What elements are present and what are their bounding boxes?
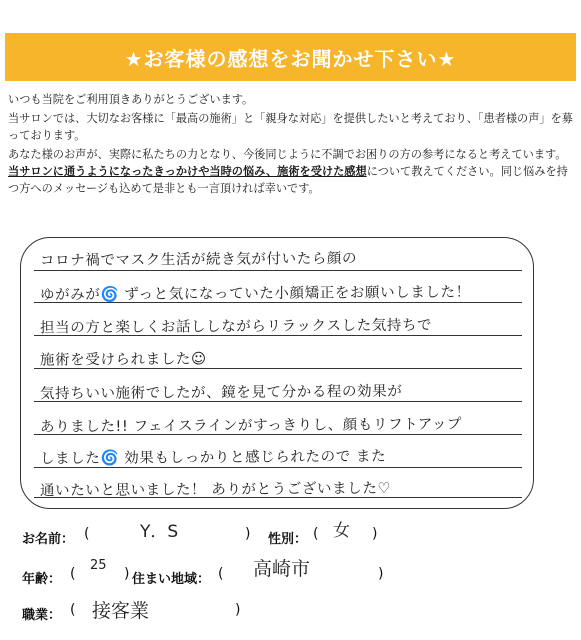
intro-text: [8, 91, 574, 199]
intro-request-a: あなた様のお声が、実際に私たちの力となり、今後同じように不調でお困りの方の参考になると考えています。: [8, 148, 567, 161]
paren-close: ): [378, 566, 384, 582]
area-value: 高崎市: [253, 558, 311, 580]
paren-open: (: [218, 566, 224, 582]
comment-rule: [34, 270, 522, 271]
area-label: 住まい地域：: [132, 572, 211, 587]
comment-line: ありました!! フェイスラインがすっきりし、顔もリフトアップ: [39, 416, 463, 436]
comment-line: 担当の方と楽しくお話ししながらリラックスした気持ちで: [39, 317, 433, 337]
paren-close: ): [245, 526, 251, 542]
comment-line: 通いたいと思いました！ ありがとうございました♡: [39, 480, 392, 500]
age-value: 25: [90, 558, 107, 573]
paren-open: (: [313, 526, 319, 542]
comment-line: コロナ禍でマスク生活が続き気が付いたら顔の: [39, 250, 358, 270]
paren-open: (: [84, 526, 90, 542]
gender-label: 性別：: [268, 532, 308, 547]
intro-greeting: いつも当院をご利用頂きありがとうございます。: [8, 93, 254, 106]
paren-open: (: [70, 566, 76, 582]
paren-open: (: [70, 602, 76, 618]
name-label: お名前：: [22, 532, 75, 547]
comment-line: ゆがみが🌀 ずっと気になっていた小顔矯正をお願いしました！: [39, 284, 471, 304]
paren-close: ): [235, 602, 241, 618]
paren-close: ): [124, 566, 130, 582]
intro-request: [8, 146, 574, 197]
header-banner: [5, 33, 576, 81]
age-label: 年齢：: [22, 572, 62, 587]
job-value: 接客業: [92, 600, 150, 622]
comment-line: 気持ちいい施術でしたが、鏡を見て分かる程の効果が: [39, 383, 403, 403]
job-label: 職業：: [22, 608, 62, 623]
comment-line: 施術を受けられました☺: [39, 351, 207, 369]
paren-close: ): [372, 526, 378, 542]
name-value: Y．S: [140, 522, 179, 542]
comment-card: [20, 237, 534, 509]
intro-request-c: について教えてください。同じ悩みを持つ方へのメッセージも込めて是非とも一言頂ければ幸いです。: [8, 165, 568, 195]
comment-line: しました🌀 効果もしっかりと感じられたので また: [39, 448, 387, 468]
intro-purpose: 当サロンでは、大切なお客様に「最高の施術」と「親身な対応」を提供したいと考えており、「患者様の声」を募っております。: [8, 112, 573, 142]
gender-value: 女: [333, 521, 350, 541]
intro-request-highlight: 当サロンに通うようになったきっかけや当時の悩み、施術を受けた感想: [8, 165, 367, 178]
page-title: ★お客様の感想をお聞かせ下さい★: [124, 46, 457, 71]
